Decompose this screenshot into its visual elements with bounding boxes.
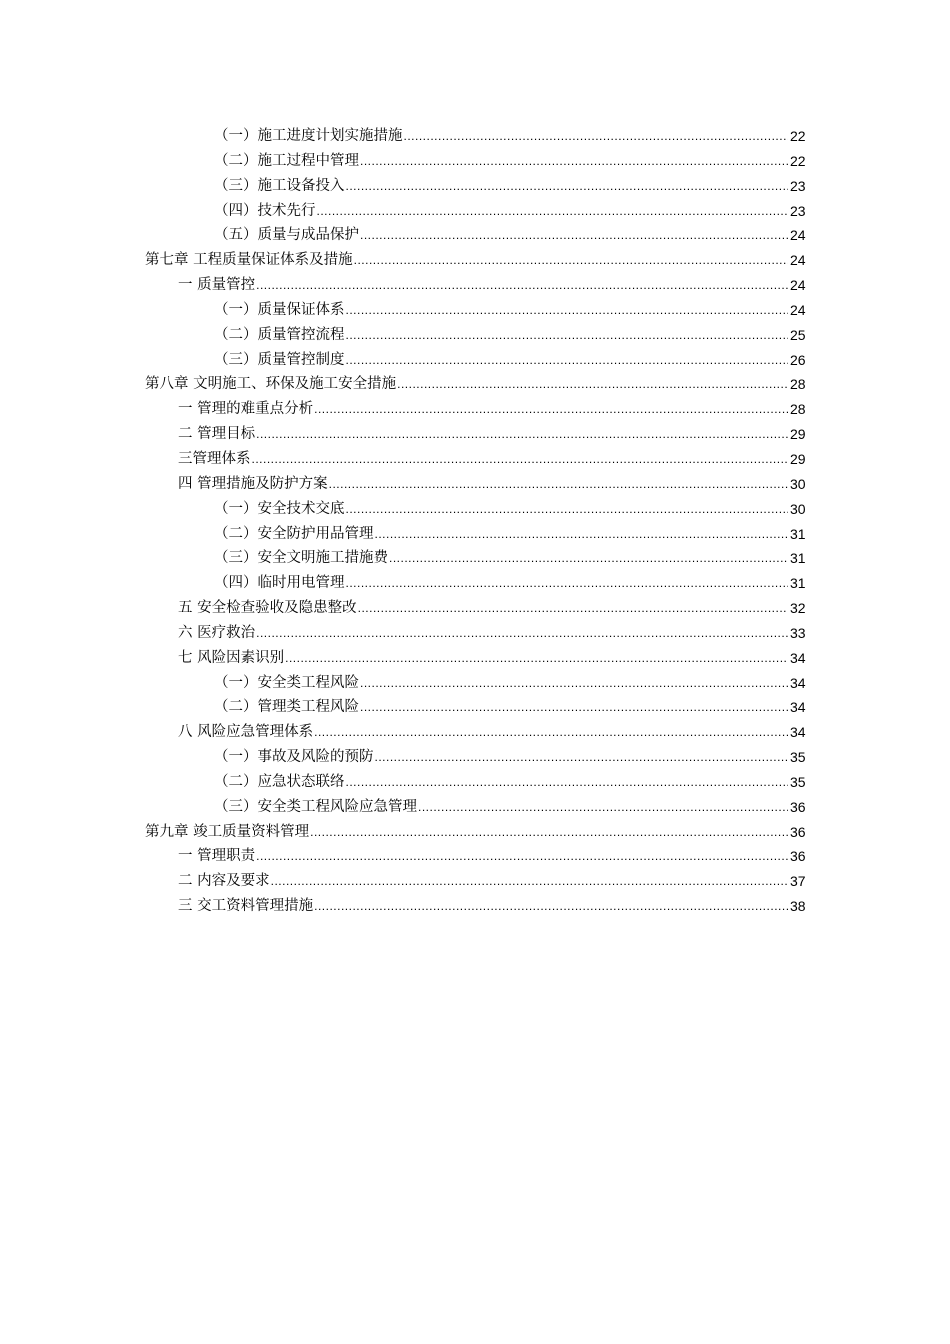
toc-entry[interactable] bbox=[0, 894, 950, 919]
toc-entry-title: 第九章 竣工质量资料管理 bbox=[145, 823, 310, 840]
toc-entry-text bbox=[214, 124, 788, 149]
toc-dot-leader bbox=[360, 695, 788, 720]
toc-entry-text bbox=[214, 199, 788, 224]
toc-entry-text bbox=[178, 472, 788, 497]
toc-dot-leader bbox=[404, 124, 789, 149]
toc-entry[interactable] bbox=[0, 671, 950, 696]
toc-entry-title: （三）安全类工程风险应急管理 bbox=[214, 798, 417, 815]
toc-page-number: 30 bbox=[790, 500, 806, 517]
toc-entry-title: 四 管理措施及防护方案 bbox=[178, 475, 328, 492]
toc-page-number: 35 bbox=[790, 749, 806, 766]
toc-page-number: 35 bbox=[790, 773, 806, 790]
toc-entry[interactable] bbox=[0, 323, 950, 348]
toc-entry-text bbox=[214, 497, 788, 522]
toc-entry[interactable] bbox=[0, 795, 950, 820]
toc-page-number: 38 bbox=[790, 898, 806, 915]
toc-entry[interactable] bbox=[0, 348, 950, 373]
toc-entry[interactable] bbox=[0, 646, 950, 671]
toc-dot-leader bbox=[256, 844, 788, 869]
table-of-contents bbox=[0, 124, 950, 919]
toc-page-number: 32 bbox=[790, 600, 806, 617]
toc-entry[interactable] bbox=[0, 497, 950, 522]
toc-entry[interactable] bbox=[0, 720, 950, 745]
toc-dot-leader bbox=[389, 546, 788, 571]
toc-dot-leader bbox=[314, 720, 788, 745]
toc-entry-text bbox=[178, 646, 788, 671]
toc-entry-text bbox=[178, 422, 788, 447]
toc-page-number: 24 bbox=[790, 252, 806, 269]
toc-entry-text bbox=[214, 671, 788, 696]
toc-entry-text bbox=[178, 273, 788, 298]
toc-page-number: 28 bbox=[790, 376, 806, 393]
toc-entry-title: （二）管理类工程风险 bbox=[214, 699, 359, 716]
toc-entry-title: （一）施工进度计划实施措施 bbox=[214, 128, 403, 144]
toc-dot-leader bbox=[360, 223, 788, 248]
toc-page-number: 34 bbox=[790, 649, 806, 666]
toc-page-number: 26 bbox=[790, 351, 806, 368]
toc-entry-text bbox=[145, 820, 788, 845]
toc-dot-leader bbox=[346, 323, 789, 348]
toc-entry[interactable] bbox=[0, 397, 950, 422]
toc-entry[interactable] bbox=[0, 770, 950, 795]
toc-entry[interactable] bbox=[0, 174, 950, 199]
toc-entry-title: 六 医疗救治 bbox=[178, 624, 256, 641]
toc-entry-title: （二）质量管控流程 bbox=[214, 326, 345, 343]
toc-entry-text bbox=[214, 770, 788, 795]
toc-page-number: 30 bbox=[790, 475, 806, 492]
toc-entry[interactable] bbox=[0, 248, 950, 273]
toc-dot-leader bbox=[346, 770, 789, 795]
toc-entry-text bbox=[214, 695, 788, 720]
toc-page-number: 34 bbox=[790, 724, 806, 741]
toc-entry[interactable] bbox=[0, 546, 950, 571]
toc-page-number: 28 bbox=[790, 401, 806, 418]
toc-entry-title: （五）质量与成品保护 bbox=[214, 227, 359, 244]
toc-entry-title: （二）安全防护用品管理 bbox=[214, 525, 374, 542]
toc-dot-leader bbox=[256, 422, 788, 447]
toc-page-number: 36 bbox=[790, 798, 806, 815]
toc-page-number: 24 bbox=[790, 227, 806, 244]
toc-entry-title: （一）安全技术交底 bbox=[214, 500, 345, 517]
toc-page-number: 24 bbox=[790, 277, 806, 294]
toc-dot-leader bbox=[256, 621, 788, 646]
toc-entry-text bbox=[214, 522, 788, 547]
toc-entry-text bbox=[214, 546, 788, 571]
toc-dot-leader bbox=[375, 745, 789, 770]
toc-entry[interactable] bbox=[0, 820, 950, 845]
toc-entry-text bbox=[178, 397, 788, 422]
toc-entry-text bbox=[178, 844, 788, 869]
toc-page-number: 29 bbox=[790, 426, 806, 443]
toc-page-number: 34 bbox=[790, 699, 806, 716]
toc-dot-leader bbox=[360, 671, 788, 696]
toc-entry[interactable] bbox=[0, 223, 950, 248]
toc-dot-leader bbox=[310, 820, 788, 845]
toc-entry-title: 五 安全检查验收及隐患整改 bbox=[178, 600, 357, 617]
toc-entry[interactable] bbox=[0, 298, 950, 323]
toc-entry[interactable] bbox=[0, 621, 950, 646]
toc-entry[interactable] bbox=[0, 844, 950, 869]
toc-entry[interactable] bbox=[0, 472, 950, 497]
toc-dot-leader bbox=[375, 522, 789, 547]
toc-entry[interactable] bbox=[0, 372, 950, 397]
toc-page-number: 22 bbox=[790, 128, 806, 144]
toc-page-number: 25 bbox=[790, 326, 806, 343]
toc-entry[interactable] bbox=[0, 149, 950, 174]
toc-entry-title: （一）质量保证体系 bbox=[214, 301, 345, 318]
toc-entry-title: 第八章 文明施工、环保及施工安全措施 bbox=[145, 376, 397, 393]
toc-dot-leader bbox=[418, 795, 788, 820]
toc-page-number: 29 bbox=[790, 450, 806, 467]
toc-entry[interactable] bbox=[0, 571, 950, 596]
toc-dot-leader bbox=[252, 447, 789, 472]
toc-entry-title: （四）临时用电管理 bbox=[214, 575, 345, 592]
toc-entry-text bbox=[178, 720, 788, 745]
toc-dot-leader bbox=[358, 596, 788, 621]
toc-page-number: 36 bbox=[790, 848, 806, 865]
toc-entry-title: （一）安全类工程风险 bbox=[214, 674, 359, 691]
toc-entry-text bbox=[214, 745, 788, 770]
toc-dot-leader bbox=[314, 397, 788, 422]
toc-page-number: 31 bbox=[790, 550, 806, 567]
toc-dot-leader bbox=[354, 248, 788, 273]
toc-page-number: 31 bbox=[790, 525, 806, 542]
toc-entry-text bbox=[214, 149, 788, 174]
toc-entry[interactable] bbox=[0, 124, 950, 149]
toc-entry-text bbox=[178, 447, 788, 472]
toc-entry-title: （三）施工设备投入 bbox=[214, 177, 345, 194]
toc-dot-leader bbox=[256, 273, 788, 298]
toc-page-number: 24 bbox=[790, 301, 806, 318]
toc-entry-title: （二）应急状态联络 bbox=[214, 773, 345, 790]
toc-entry[interactable] bbox=[0, 273, 950, 298]
toc-entry[interactable] bbox=[0, 745, 950, 770]
toc-entry-title: 三 交工资料管理措施 bbox=[178, 898, 314, 915]
toc-page-number: 33 bbox=[790, 624, 806, 641]
toc-entry-text bbox=[214, 223, 788, 248]
toc-entry-text bbox=[214, 298, 788, 323]
toc-dot-leader bbox=[346, 174, 789, 199]
toc-entry[interactable] bbox=[0, 422, 950, 447]
toc-entry[interactable] bbox=[0, 522, 950, 547]
toc-entry-title: （三）质量管控制度 bbox=[214, 351, 345, 368]
toc-entry-text bbox=[214, 174, 788, 199]
toc-page-number: 23 bbox=[790, 202, 806, 219]
toc-entry-text bbox=[145, 372, 788, 397]
toc-entry[interactable] bbox=[0, 596, 950, 621]
toc-entry-title: （二）施工过程中管理 bbox=[214, 152, 359, 169]
toc-dot-leader bbox=[346, 298, 789, 323]
toc-entry-text bbox=[178, 596, 788, 621]
toc-page-number: 22 bbox=[790, 152, 806, 169]
toc-entry-text bbox=[214, 323, 788, 348]
toc-entry-title: 一 质量管控 bbox=[178, 277, 256, 294]
toc-entry-text bbox=[178, 621, 788, 646]
toc-entry-text bbox=[214, 795, 788, 820]
toc-dot-leader bbox=[346, 571, 789, 596]
toc-entry-text bbox=[145, 248, 788, 273]
toc-entry[interactable] bbox=[0, 447, 950, 472]
toc-dot-leader bbox=[317, 199, 789, 224]
toc-dot-leader bbox=[346, 497, 789, 522]
toc-page-number: 31 bbox=[790, 575, 806, 592]
toc-entry-text bbox=[178, 869, 788, 894]
toc-dot-leader bbox=[285, 646, 788, 671]
toc-page-number: 36 bbox=[790, 823, 806, 840]
toc-page-number: 37 bbox=[790, 873, 806, 890]
toc-dot-leader bbox=[360, 149, 788, 174]
toc-entry[interactable] bbox=[0, 695, 950, 720]
toc-page-number: 23 bbox=[790, 177, 806, 194]
toc-entry-title: 七 风险因素识别 bbox=[178, 649, 285, 666]
toc-dot-leader bbox=[397, 372, 788, 397]
toc-entry-title: 二 内容及要求 bbox=[178, 873, 270, 890]
toc-dot-leader bbox=[271, 869, 788, 894]
toc-entry-title: 第七章 工程质量保证体系及措施 bbox=[145, 252, 353, 269]
toc-entry-title: 一 管理的难重点分析 bbox=[178, 401, 314, 418]
toc-entry-title: （三）安全文明施工措施费 bbox=[214, 550, 388, 567]
toc-dot-leader bbox=[314, 894, 788, 919]
toc-entry[interactable] bbox=[0, 199, 950, 224]
toc-entry-title: 一 管理职责 bbox=[178, 848, 256, 865]
toc-entry[interactable] bbox=[0, 869, 950, 894]
toc-entry-title: 三管理体系 bbox=[178, 450, 251, 467]
toc-dot-leader bbox=[346, 348, 789, 373]
toc-entry-title: 八 风险应急管理体系 bbox=[178, 724, 314, 741]
toc-entry-text bbox=[214, 571, 788, 596]
toc-entry-title: （一）事故及风险的预防 bbox=[214, 749, 374, 766]
toc-page-number: 34 bbox=[790, 674, 806, 691]
toc-entry-text bbox=[178, 894, 788, 919]
toc-entry-title: 二 管理目标 bbox=[178, 426, 256, 443]
toc-entry-title: （四）技术先行 bbox=[214, 202, 316, 219]
toc-dot-leader bbox=[329, 472, 788, 497]
toc-entry-text bbox=[214, 348, 788, 373]
